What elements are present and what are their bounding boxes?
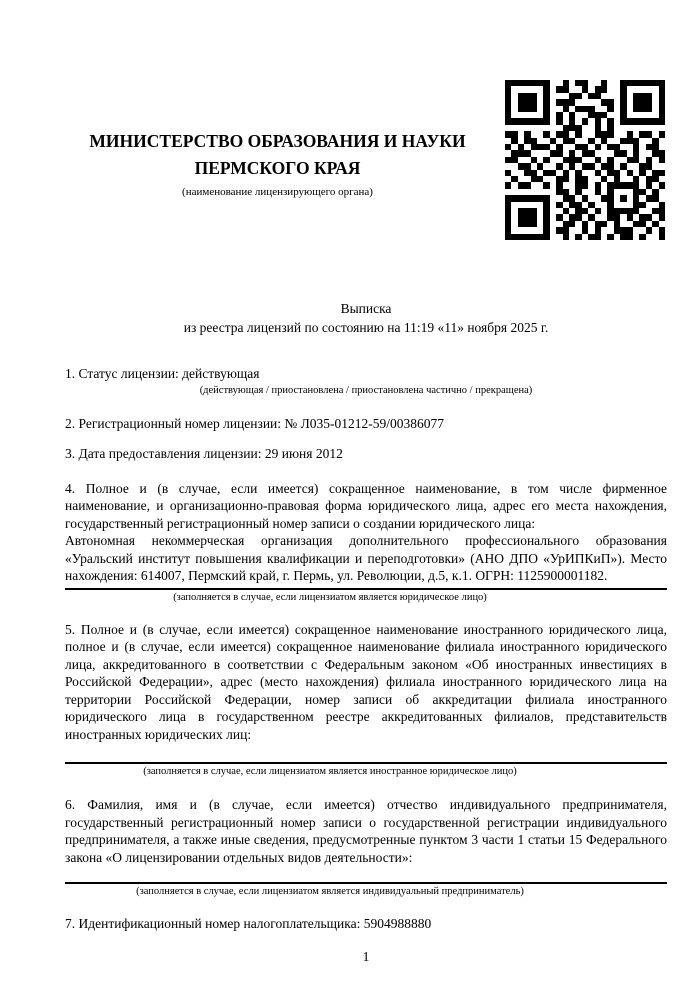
ministry-name-line2: ПЕРМСКОГО КРАЯ (194, 158, 361, 178)
document-body (65, 299, 667, 965)
item-3-grant-date: 3. Дата предоставления лицензии: 29 июня 2012 (65, 446, 343, 461)
ministry-caption: (наименование лицензирующего органа) (182, 186, 373, 198)
ministry-name-line1: МИНИСТЕРСТВО ОБРАЗОВАНИЯ И НАУКИ (89, 131, 466, 151)
item-4-caption: (заполняется в случае, если лицензиатом является юридическое лицо) (173, 591, 487, 603)
item-4-underline (65, 588, 667, 590)
item-5-underline (65, 762, 667, 764)
item-1-license-status: 1. Статус лицензии: действующая (65, 366, 260, 381)
document-title (65, 299, 667, 337)
document-title-line2: из реестра лицензий по состоянию на 11:19 «11» ноября 2025 г. (183, 320, 549, 335)
item-5-caption: (заполняется в случае, если лицензиатом является иностранное юридическое лицо) (143, 766, 517, 777)
item-4-legal-entity-value: Автономная некоммерческая организация дополнительного профессионального образования «Уральский институт повышения квалификации и переподготовки» (АНО ДПО «УрИПКиП»). Место нахождения: 614007, Пермский край, г. Пермь, ул. Революции, д.5, к.1. ОГРН: 1125900001182. (65, 533, 667, 583)
ministry-header (65, 128, 490, 199)
qr-code (505, 80, 665, 240)
ministry-name (65, 128, 490, 182)
item-4-legal-entity-label: 4. Полное и (в случае, если имеется) сокращенное наименование, в том числе фирменное наименование, и организационно-правовая форма юридического лица, адрес его места нахождения, государственный регистрационный номер записи о создании юридического лица: (65, 480, 667, 531)
item-6-underline (65, 882, 667, 884)
document-title-line1: Выписка (340, 301, 392, 316)
item-6-entrepreneur-label: 6. Фамилия, имя и (в случае, если имеется) отчество индивидуального предпринимателя, государственный регистрационный номер записи о государственной регистрации индивидуального предпринимателя, а также иные сведения, предусмотренные пунктом 3 части 1 статьи 15 Федерального закона «О лицензировании отдельных видов деятельности»: (65, 797, 667, 865)
item-2-registration-number: 2. Регистрационный номер лицензии: № Л035-01212-59/00386077 (65, 415, 445, 431)
item-5-foreign-entity-label: 5. Полное и (в случае, если имеется) сокращенное наименование иностранного юридического лица, полное и (в случае, если имеется) сокращенное наименование филиала иностранного юридического лица, аккредитованного в соответствии с Федеральным законом «Об иностранных инвестициях в Российской Федерации», адрес (место нахождения) филиала иностранного юридического лица на территории Российской Федерации, номер записи об аккредитации филиала иностранного юридического лица в государственном реестре аккредитованных филиалов, представительств иностранных юридических лиц: (65, 621, 667, 742)
item-6-caption: (заполняется в случае, если лицензиатом является индивидуальный предприниматель) (136, 886, 524, 897)
page-number: 1 (362, 948, 370, 964)
item-1-caption: (действующая / приостановлена / приостановлена частично / прекращена) (199, 384, 533, 396)
item-7-taxpayer-number: 7. Идентификационный номер налогоплательщика: 5904988880 (65, 916, 432, 931)
